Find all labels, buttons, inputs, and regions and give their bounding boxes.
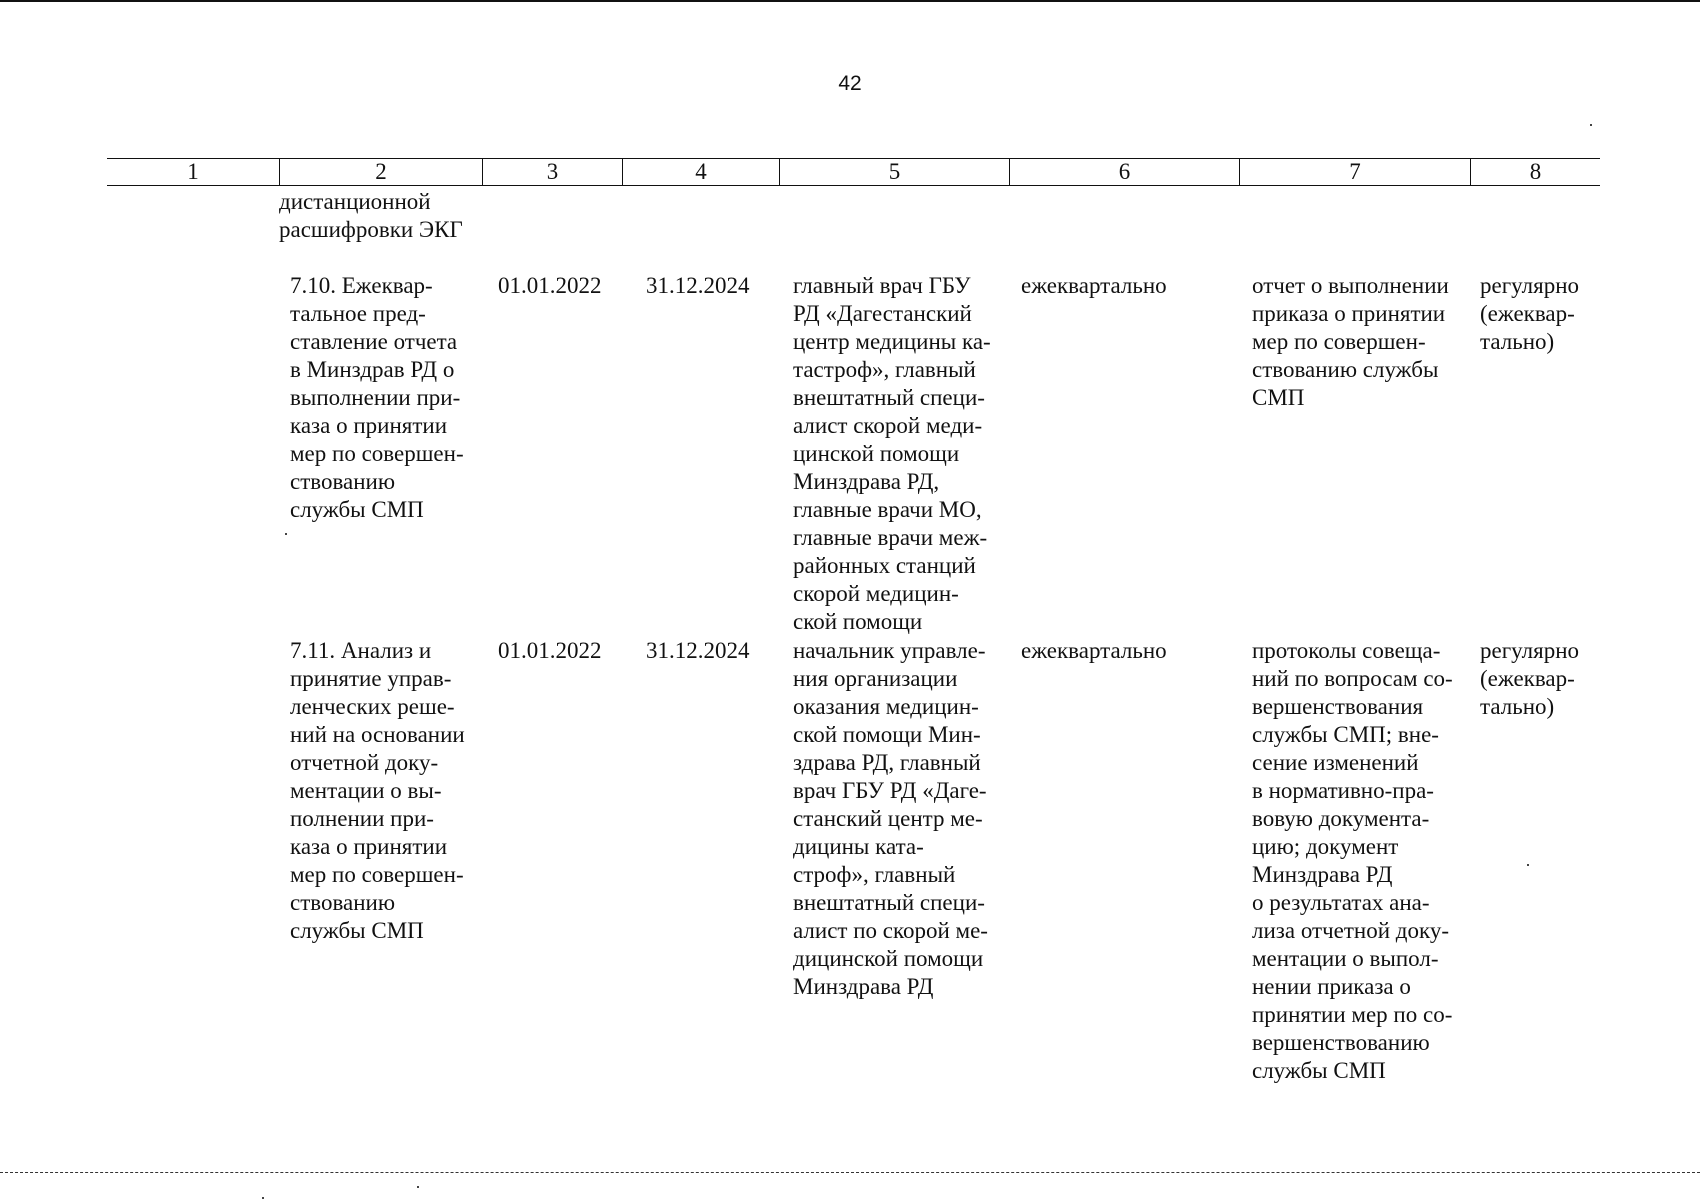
table-header-col-5: 5 <box>779 159 1009 185</box>
scan-bottom-line <box>0 1172 1700 1173</box>
row-7-10-end-date: 31.12.2024 <box>646 273 750 298</box>
scan-speck <box>262 1197 264 1199</box>
scan-speck <box>285 533 287 535</box>
page-number: 42 <box>838 72 862 95</box>
table-header-col-7: 7 <box>1239 159 1470 185</box>
row-7-10-periodicity: регулярно (ежеквар- тально) <box>1480 273 1579 354</box>
row-7-11-measure: 7.11. Анализ и принятие управ- ленческих реше- ний на основании отчетной доку- ментации о вы- полнении при- каза о принятии мер по совершен- ствованию службы СМП <box>290 638 465 943</box>
row-7-11-result: протоколы совеща- ний по вопросам со- вершенствования службы СМП; вне- сение изменений в нормативно-пра- вовую документа- цию; документ Минздрава РД о результатах ана- лиза отчетной доку- ментации о выпол- нении приказа о принятии мер по со- вершенствованию службы СМП <box>1252 638 1453 1083</box>
table-header-col-3: 3 <box>482 159 622 185</box>
table-header-col-4: 4 <box>622 159 779 185</box>
table-header-col-6: 6 <box>1009 159 1239 185</box>
row-7-10-result: отчет о выполнении приказа о принятии мер по совершен- ствованию службы СМП <box>1252 273 1449 410</box>
row-7-10-frequency: ежеквартально <box>1021 273 1167 298</box>
scan-speck <box>1527 864 1529 866</box>
row-7-10-start-date: 01.01.2022 <box>498 273 602 298</box>
continuation-col-2: дистанционной расшифровки ЭКГ <box>279 189 463 242</box>
table-header-row <box>107 158 1600 186</box>
row-7-11-frequency: ежеквартально <box>1021 638 1167 663</box>
row-7-11-periodicity: регулярно (ежеквар- тально) <box>1480 638 1579 719</box>
row-7-10-responsible: главный врач ГБУ РД «Дагестанский центр медицины ка- тастроф», главный внештатный специ- алист скорой меди- цинской помощи Минздрава РД, главные врачи МО, главные врачи меж- районных станций скорой медицин- ской помощи <box>793 273 991 634</box>
scan-speck <box>417 1186 419 1188</box>
row-7-10-measure: 7.10. Ежеквар- тальное пред- ставление отчета в Минздрав РД о выполнении при- каза о принятии мер по совершен- ствованию службы СМП <box>290 273 464 522</box>
row-7-11-responsible: начальник управле- ния организации оказания медицин- ской помощи Мин- здрава РД, главный врач ГБУ РД «Даге- станский центр ме- дицины ката- строф», главный внештатный специ- алист по скорой ме- дицинской помощи Минздрава РД <box>793 638 988 999</box>
scan-speck <box>1590 124 1592 126</box>
row-7-11-end-date: 31.12.2024 <box>646 638 750 663</box>
row-7-11-start-date: 01.01.2022 <box>498 638 602 663</box>
table-header-col-1: 1 <box>187 159 199 184</box>
page-top-border <box>0 0 1700 2</box>
table-header-col-2: 2 <box>279 159 482 185</box>
table-header-col-8: 8 <box>1470 159 1600 185</box>
